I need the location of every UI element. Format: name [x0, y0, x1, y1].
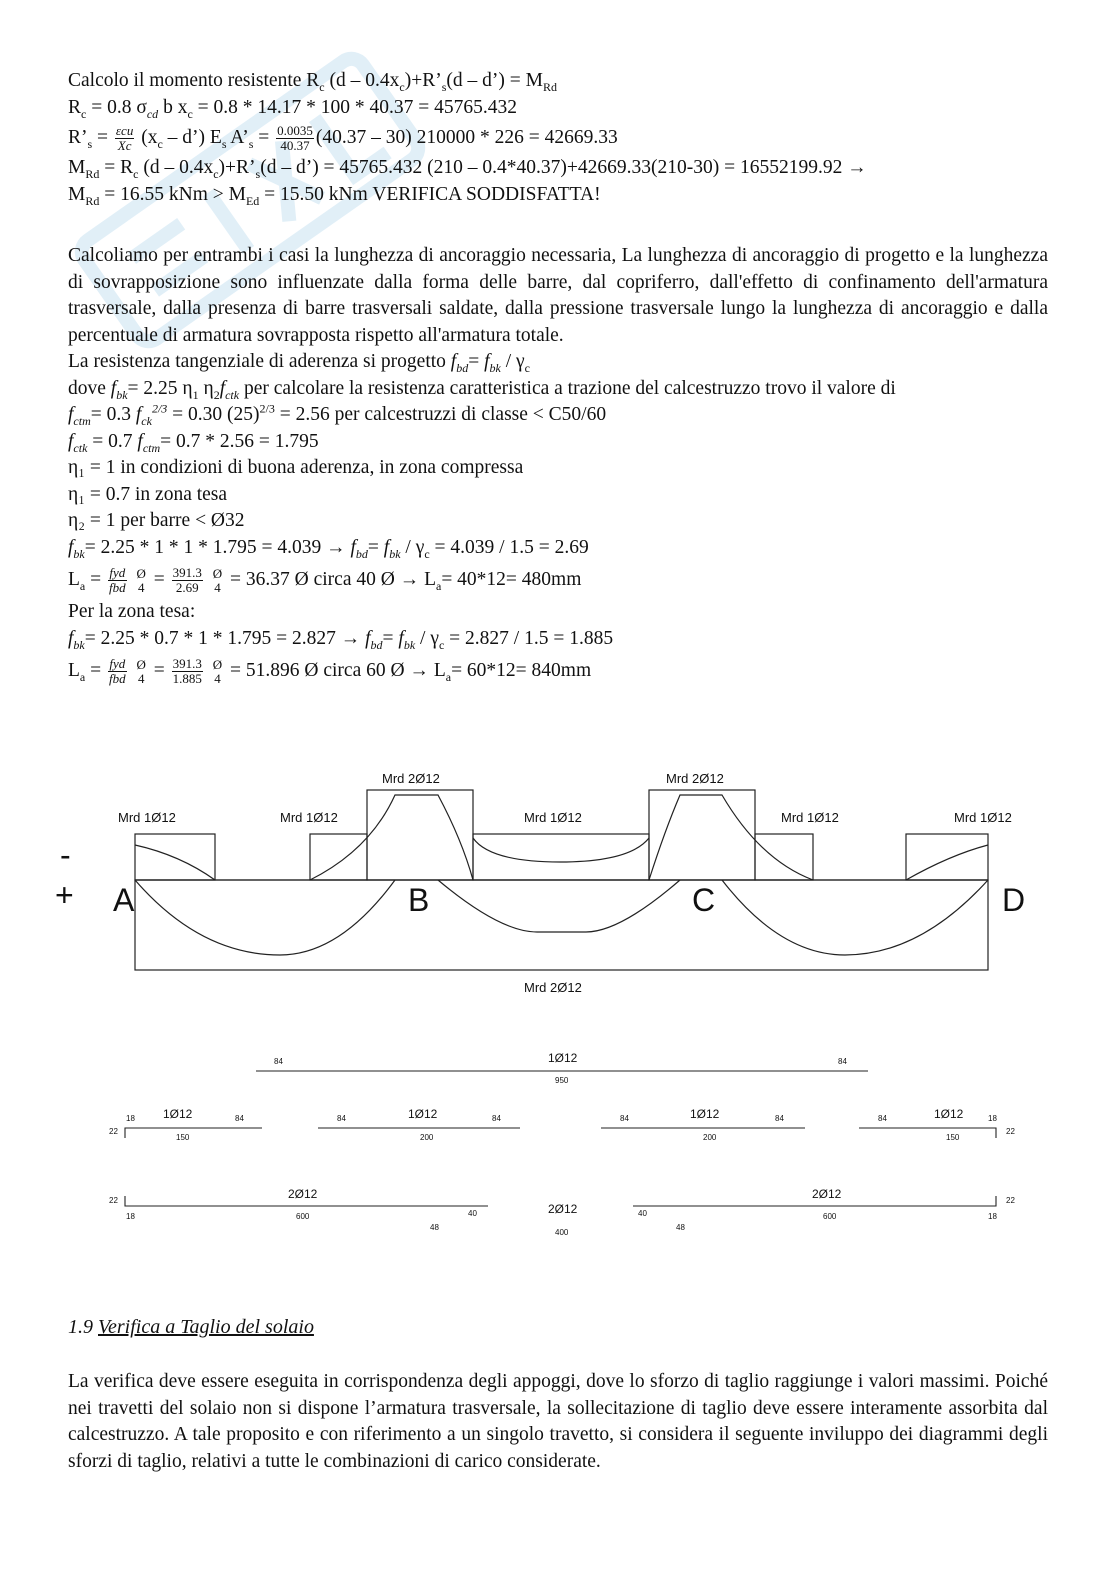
section-heading: 1.9 Verifica a Taglio del solaio: [68, 1316, 314, 1338]
pos-curve-bc: [438, 880, 680, 932]
calc-line-4: $M_{Rd} = R_c$ $(d - 0.4x_c)+R’_s(d$ – d’) = 45765.432 (210 – 0.4*40.37)+42669.33(210-30) = 16552199.92 →: [68, 157, 867, 181]
rebar-label-top-long: 1Ø12: [548, 1051, 578, 1065]
dim-b3-hook: 22: [1006, 1196, 1015, 1205]
mrd-label-4: Mrd 1Ø12: [524, 810, 582, 825]
plus-sign: +: [55, 877, 74, 913]
pos-curve-cd: [722, 880, 988, 955]
rebar-label-b3: 2Ø12: [812, 1187, 842, 1201]
anch-line-6: η₁ = 0.7 in zona tesa: [68, 483, 228, 505]
mrd-label-1: Mrd 1Ø12: [118, 810, 176, 825]
pos-curve-ab: [135, 880, 395, 955]
anch-line-4: $f_{ctk} = 0.7$ $f_{ctm}= 0.7 * 2.56 = 1.795$: [68, 430, 319, 455]
mrd-label-bottom: Mrd 2Ø12: [524, 980, 582, 995]
dim-top-long-left: 84: [274, 1057, 283, 1066]
rebar-top-1: [125, 1128, 262, 1138]
dim-b1-hook: 22: [109, 1196, 118, 1205]
rebar-label-t3: 1Ø12: [690, 1107, 720, 1121]
dim-t3-b: 84: [775, 1114, 784, 1123]
mrd-box-bc: [473, 834, 649, 880]
anch-line-5: η₁ = 1 in condizioni di buona aderenza, in zona compressa: [68, 457, 524, 478]
rebar-layout-diagram: [0, 1045, 1116, 1245]
rebar-label-t2: 1Ø12: [408, 1107, 438, 1121]
dim-t2-a: 84: [337, 1114, 346, 1123]
dim-t1-hook: 22: [109, 1127, 118, 1136]
anch-line-10: Per la zona tesa:: [68, 601, 196, 622]
neg-curve-bc: [473, 838, 649, 862]
anch-line-12: $L_a$ = $\frac{\text{fyd}}{\text{fbd}}$ Ø 4 = $\frac{391.3}{1.885}$ Ø 4 = 51.896 Ø circa 60 Ø → $L_a= 60*12= 840mm$: [68, 656, 592, 687]
anch-line-9: $L_a$ = $\frac{\text{fyd}}{\text{fbd}}$ Ø 4 = $\frac{391.3}{2.69}$ Ø 4 = 36.37 Ø circa 40 Ø → $L_a= 40*12= 480mm$: [68, 565, 582, 596]
dim-b1-c: 48: [430, 1223, 439, 1232]
mrd-label-3: Mrd 2Ø12: [382, 771, 440, 786]
dim-t1-len: 150: [176, 1133, 190, 1142]
dim-b3-b: 18: [988, 1212, 997, 1221]
dim-b3-c: 48: [676, 1223, 685, 1232]
anchorage-calculation: [68, 349, 1048, 690]
dim-b3-a: 40: [638, 1209, 647, 1218]
rebar-label-b1: 2Ø12: [288, 1187, 318, 1201]
dim-top-long-len: 950: [555, 1076, 569, 1085]
dim-t2-len: 200: [420, 1133, 434, 1142]
anch-line-1: La resistenza tangenziale di aderenza si progetto $f_{bd}= f_{bk} / \gamma_c$: [68, 351, 530, 375]
support-b: B: [408, 882, 430, 918]
support-c: C: [692, 882, 716, 918]
dim-b1-len: 600: [296, 1212, 310, 1221]
neg-curve-a: [135, 845, 215, 880]
neg-curve-b: [310, 795, 473, 880]
dim-t1-a: 18: [126, 1114, 135, 1123]
dim-top-long-right: 84: [838, 1057, 847, 1066]
calc-line-3: $R’_s$ = $\frac{\text{εcu}}{Xc}$ ($x_c$ – d’) $E_s$ $A’_s$ = $\frac{0.0035}{40.37}$ (40.37 – 30) 210000 * 226 = 42669.33: [68, 123, 618, 154]
dim-t4-b: 18: [988, 1114, 997, 1123]
dim-t1-b: 84: [235, 1114, 244, 1123]
rebar-label-t1: 1Ø12: [163, 1107, 193, 1121]
rebar-label-t4: 1Ø12: [934, 1107, 964, 1121]
mrd-label-2: Mrd 1Ø12: [280, 810, 338, 825]
dim-t3-a: 84: [620, 1114, 629, 1123]
mrd-bottom-box: [135, 880, 988, 970]
rebar-top-4: [859, 1128, 996, 1138]
calc-line-1: Calcolo il momento resistente $R_c$ $(d - 0.4x_c)+R’_s(d$ – d’) = $M_{Rd}$: [68, 70, 557, 94]
dim-t3-len: 200: [703, 1133, 717, 1142]
mrd-box-c-right: [755, 834, 813, 880]
moment-resistance-diagram: [0, 760, 1116, 1000]
anch-line-3: $f_{ctm}= 0.3$ $f_{ck}^{2/3} = 0.30$ $(25)^{2/3} = 2.56$ per calcestruzzi di classe < C50/60: [68, 401, 607, 428]
neg-curve-c: [649, 795, 813, 880]
dim-b1-a: 18: [126, 1212, 135, 1221]
anch-line-11: $f_{bk}= 2.25 * 0.7 * 1 * 1.795 = 2.827 \to f_{bd}= f_{bk} / \gamma_c = 2.827 / 1.5 = 1.885$: [68, 627, 614, 652]
support-a: A: [113, 882, 135, 918]
calc-line-5: $M_{Rd} = 16.55$ kNm > $M_{Ed} = 15.50$ kNm VERIFICA SODDISFATTA!: [68, 183, 601, 208]
mrd-label-6: Mrd 1Ø12: [781, 810, 839, 825]
shear-paragraph: La verifica deve essere eseguita in corrispondenza degli appoggi, dove lo sforzo di taglio raggiunge i valori massimi. Poiché nei travetti del solaio non si dispone l’armatura trasversale, la sollecitazione di taglio deve essere interamente assorbita dal calcestruzzo. A tale proposito e con riferimento a un singolo travetto, si considera il seguente inviluppo dei diagrammi degli sforzi di taglio, relativi a tutte le combinazioni di carico considerate.: [68, 1371, 1048, 1472]
mrd-box-a: [135, 834, 215, 880]
dim-t4-len: 150: [946, 1133, 960, 1142]
dim-b3-len: 600: [823, 1212, 837, 1221]
dim-b1-b: 40: [468, 1209, 477, 1218]
neg-curve-d: [906, 845, 988, 880]
calc-line-2: $R_c = 0.8$ $\sigma_{cd}$ b $x_c = 0.8 * 14.17 * 100 * 40.37 = 45765.432$: [68, 96, 518, 121]
anch-line-2: dove $f_{bk}= 2.25$ $\eta_1$ $\eta_2f_{ctk}$ per calcolare la resistenza caratteristica a trazione del calcestruzzo trovo il valore di: [68, 377, 896, 402]
dim-t2-b: 84: [492, 1114, 501, 1123]
mrd-label-7: Mrd 1Ø12: [954, 810, 1012, 825]
anchorage-paragraph: Calcoliamo per entrambi i casi la lunghezza di ancoraggio necessaria, La lunghezza di ancoraggio di progetto e la lunghezza di sovrapposizione sono influenzate dalla forma delle barre, dal copriferro, dall'effetto di confinamento dell'armatura trasversale, dalla presenza di barre trasversali saldate, dalla pressione trasversale lungo la lunghezza di ancoraggio e dalla percentuale di armatura sovrapposta rispetto all'armatura totale.: [68, 245, 1048, 346]
mrd-box-b-left: [310, 834, 367, 880]
dim-t4-a: 84: [878, 1114, 887, 1123]
anch-line-8: $f_{bk}= 2.25 * 1 * 1 * 1.795 = 4.039 \to f_{bd}= f_{bk} / \gamma_c = 4.039 / 1.5 = 2.69$: [68, 536, 589, 561]
moment-calculation: [68, 68, 1048, 208]
mrd-label-5: Mrd 2Ø12: [666, 771, 724, 786]
support-d: D: [1002, 882, 1026, 918]
rebar-label-b2: 2Ø12: [548, 1202, 578, 1216]
minus-sign: -: [60, 837, 71, 873]
dim-t4-hook: 22: [1006, 1127, 1015, 1136]
anch-line-7: η₂ = 1 per barre < Ø32: [68, 510, 245, 531]
dim-b2-len: 400: [555, 1228, 569, 1237]
